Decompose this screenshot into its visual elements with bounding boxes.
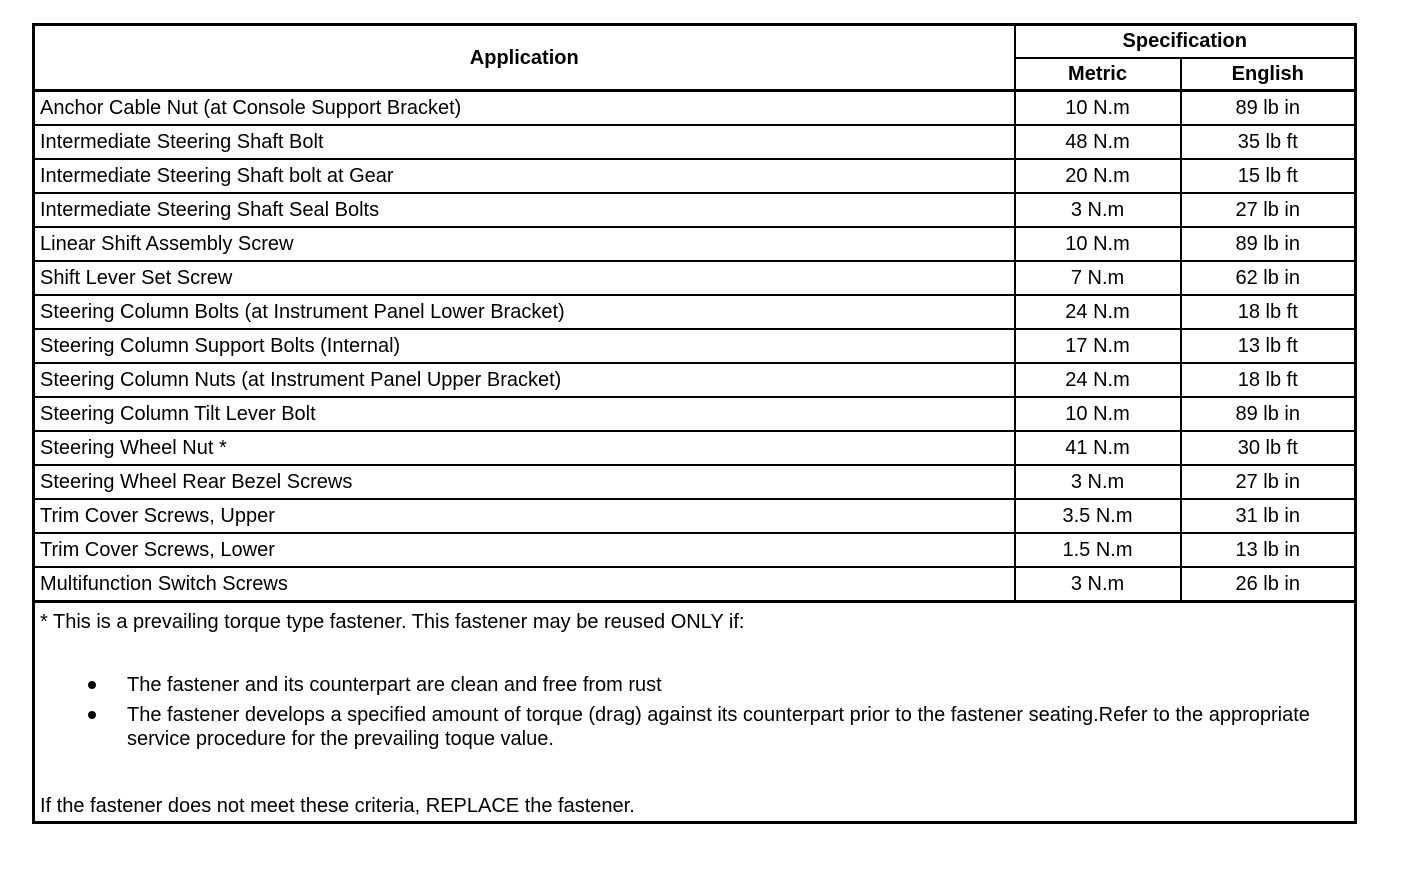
application-cell: Steering Wheel Nut * [34,431,1015,465]
bullet-text: The fastener develops a specified amount of torque (drag) against its counterpart prior to the fastener seating.Refer to the appropriate service procedure for the prevailing toque value. [127,704,1310,750]
application-cell: Anchor Cable Nut (at Console Support Bracket) [34,91,1015,126]
metric-cell: 10 N.m [1015,91,1181,126]
english-cell: 13 lb ft [1181,329,1356,363]
english-cell: 62 lb in [1181,261,1356,295]
table-row [34,397,1356,431]
application-cell: Steering Column Bolts (at Instrument Panel Lower Bracket) [34,295,1015,329]
metric-cell: 1.5 N.m [1015,533,1181,567]
application-cell: Linear Shift Assembly Screw [34,227,1015,261]
application-cell: Intermediate Steering Shaft Bolt [34,125,1015,159]
metric-cell: 48 N.m [1015,125,1181,159]
table-row [34,431,1356,465]
application-cell: Intermediate Steering Shaft Seal Bolts [34,193,1015,227]
metric-cell: 7 N.m [1015,261,1181,295]
metric-cell: 20 N.m [1015,159,1181,193]
table-row [34,567,1356,602]
table-row [34,227,1356,261]
application-cell: Trim Cover Screws, Upper [34,499,1015,533]
list-item [40,703,1349,751]
metric-cell: 3.5 N.m [1015,499,1181,533]
english-cell: 26 lb in [1181,567,1356,602]
table-row [34,533,1356,567]
table-row [34,329,1356,363]
note-bullet-list [40,673,1349,751]
application-cell: Steering Column Tilt Lever Bolt [34,397,1015,431]
application-cell: Steering Wheel Rear Bezel Screws [34,465,1015,499]
metric-cell: 24 N.m [1015,295,1181,329]
english-cell: 27 lb in [1181,465,1356,499]
english-cell: 27 lb in [1181,193,1356,227]
bullet-icon [88,711,96,719]
prevailing-torque-note [34,602,1356,823]
table-header [34,25,1356,91]
metric-cell: 24 N.m [1015,363,1181,397]
english-cell: 18 lb ft [1181,363,1356,397]
application-cell: Trim Cover Screws, Lower [34,533,1015,567]
table-row [34,295,1356,329]
table-row [34,159,1356,193]
table-row [34,125,1356,159]
table-row [34,91,1356,126]
note-intro: * This is a prevailing torque type fastener. This fastener may be reused ONLY if: [40,611,745,633]
english-cell: 30 lb ft [1181,431,1356,465]
table-row [34,499,1356,533]
bullet-icon [88,681,96,689]
english-cell: 89 lb in [1181,397,1356,431]
table-row [34,261,1356,295]
metric-cell: 10 N.m [1015,397,1181,431]
english-cell: 18 lb ft [1181,295,1356,329]
note-row [34,602,1356,823]
english-cell: 35 lb ft [1181,125,1356,159]
metric-cell: 3 N.m [1015,465,1181,499]
english-cell: 15 lb ft [1181,159,1356,193]
metric-cell: 10 N.m [1015,227,1181,261]
english-cell: 89 lb in [1181,227,1356,261]
application-cell: Steering Column Nuts (at Instrument Panel Upper Bracket) [34,363,1015,397]
table-row [34,363,1356,397]
application-cell: Multifunction Switch Screws [34,567,1015,602]
column-header-metric: Metric [1015,58,1181,91]
list-item [40,673,1349,697]
metric-cell: 3 N.m [1015,193,1181,227]
metric-cell: 17 N.m [1015,329,1181,363]
column-header-english: English [1181,58,1356,91]
application-cell: Intermediate Steering Shaft bolt at Gear [34,159,1015,193]
english-cell: 13 lb in [1181,533,1356,567]
table-row [34,193,1356,227]
english-cell: 89 lb in [1181,91,1356,126]
english-cell: 31 lb in [1181,499,1356,533]
bullet-text: The fastener and its counterpart are clean and free from rust [127,674,662,696]
application-cell: Shift Lever Set Screw [34,261,1015,295]
table-body [34,91,1356,823]
column-header-application: Application [34,25,1015,91]
application-cell: Steering Column Support Bolts (Internal) [34,329,1015,363]
metric-cell: 3 N.m [1015,567,1181,602]
fastener-spec-table [32,23,1357,824]
metric-cell: 41 N.m [1015,431,1181,465]
column-header-specification: Specification [1015,25,1356,58]
note-outro: If the fastener does not meet these criteria, REPLACE the fastener. [40,795,635,817]
table-row [34,465,1356,499]
